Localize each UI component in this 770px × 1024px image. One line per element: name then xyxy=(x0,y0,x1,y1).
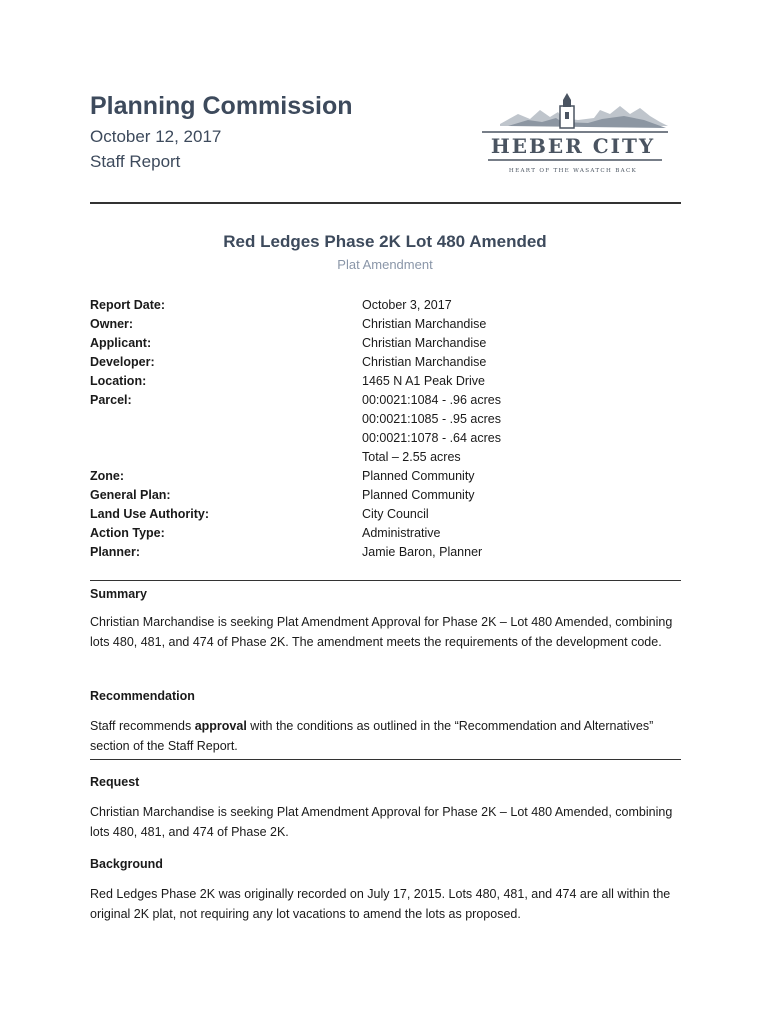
logo-name: HEBER CITY xyxy=(490,134,656,158)
info-value: October 3, 2017 xyxy=(362,298,452,312)
request-text: Christian Marchandise is seeking Plat Amendment Approval for Phase 2K – Lot 480 Amended, combining lots 480, 481, and 474 of Phase 2K. xyxy=(90,805,673,839)
parcel-value: 00:0021:1085 - .95 acres xyxy=(362,412,501,426)
document-subtitle: Plat Amendment xyxy=(337,257,433,272)
info-value: 1465 N A1 Peak Drive xyxy=(362,374,485,388)
summary-heading: Summary xyxy=(90,587,147,601)
document-title: Red Ledges Phase 2K Lot 480 Amended xyxy=(223,232,547,251)
info-label: Location: xyxy=(90,374,147,388)
background-heading: Background xyxy=(90,857,163,871)
logo-tagline: HEART OF THE WASATCH BACK xyxy=(508,168,638,174)
info-row-general-plan xyxy=(90,486,690,505)
page-title: Planning Commission xyxy=(90,92,353,120)
info-label: General Plan: xyxy=(90,488,171,502)
summary-divider xyxy=(90,580,681,581)
request-divider xyxy=(90,759,681,760)
info-label: Parcel: xyxy=(90,393,132,407)
request-section xyxy=(90,772,682,842)
report-info-table xyxy=(90,296,690,562)
info-label: Action Type: xyxy=(90,526,165,540)
summary-section xyxy=(90,584,682,652)
recommendation-text xyxy=(90,716,682,756)
parcel-value: 00:0021:1078 - .64 acres xyxy=(362,431,501,445)
info-row-location xyxy=(90,372,690,391)
recommendation-emphasis: approval xyxy=(194,719,247,733)
info-value-list xyxy=(362,391,690,467)
info-value: Planned Community xyxy=(362,488,475,502)
info-value: Jamie Baron, Planner xyxy=(362,545,483,559)
info-row-planner xyxy=(90,543,690,562)
recommendation-heading: Recommendation xyxy=(90,689,195,703)
info-row-action-type xyxy=(90,524,690,543)
info-row-report-date xyxy=(90,296,690,315)
recommendation-section xyxy=(90,686,682,756)
recommendation-text-start: Staff recommends xyxy=(90,719,195,733)
info-value: Christian Marchandise xyxy=(362,317,487,331)
info-value: City Council xyxy=(362,507,429,521)
info-row-developer xyxy=(90,353,690,372)
meeting-date: October 12, 2017 xyxy=(90,127,222,146)
info-row-applicant xyxy=(90,334,690,353)
info-label: Land Use Authority: xyxy=(90,507,209,521)
info-label: Planner: xyxy=(90,545,141,559)
header-divider xyxy=(90,202,681,204)
info-label: Report Date: xyxy=(90,298,166,312)
parcel-value: 00:0021:1084 - .96 acres xyxy=(362,393,501,407)
info-row-zone xyxy=(90,467,690,486)
summary-text: Christian Marchandise is seeking Plat Amendment Approval for Phase 2K – Lot 480 Amended, combining lots 480, 481, and 474 of Phase 2K. The amendment meets the requirements of the development code. xyxy=(90,615,673,649)
info-row-parcel xyxy=(90,391,690,467)
info-row-land-use-authority xyxy=(90,505,690,524)
request-heading: Request xyxy=(90,775,140,789)
info-value: Planned Community xyxy=(362,469,475,483)
parcel-total: Total – 2.55 acres xyxy=(362,450,461,464)
info-label: Owner: xyxy=(90,317,134,331)
info-value: Administrative xyxy=(362,526,441,540)
info-label: Developer: xyxy=(90,355,155,369)
heber-city-logo xyxy=(478,92,678,184)
info-value: Christian Marchandise xyxy=(362,355,487,369)
recommendation-text-end: with the conditions as outlined in the “Recommendation and Alternatives” section of the Staff Report. xyxy=(90,719,654,753)
info-label: Zone: xyxy=(90,469,125,483)
background-section xyxy=(90,854,682,924)
info-value: Christian Marchandise xyxy=(362,336,487,350)
info-label: Applicant: xyxy=(90,336,152,350)
report-type: Staff Report xyxy=(90,152,181,171)
background-text: Red Ledges Phase 2K was originally recorded on July 17, 2015. Lots 480, 481, and 474 are all within the original 2K plat, not requiring any lot vacations to amend the lots as proposed. xyxy=(90,887,671,921)
info-row-owner xyxy=(90,315,690,334)
